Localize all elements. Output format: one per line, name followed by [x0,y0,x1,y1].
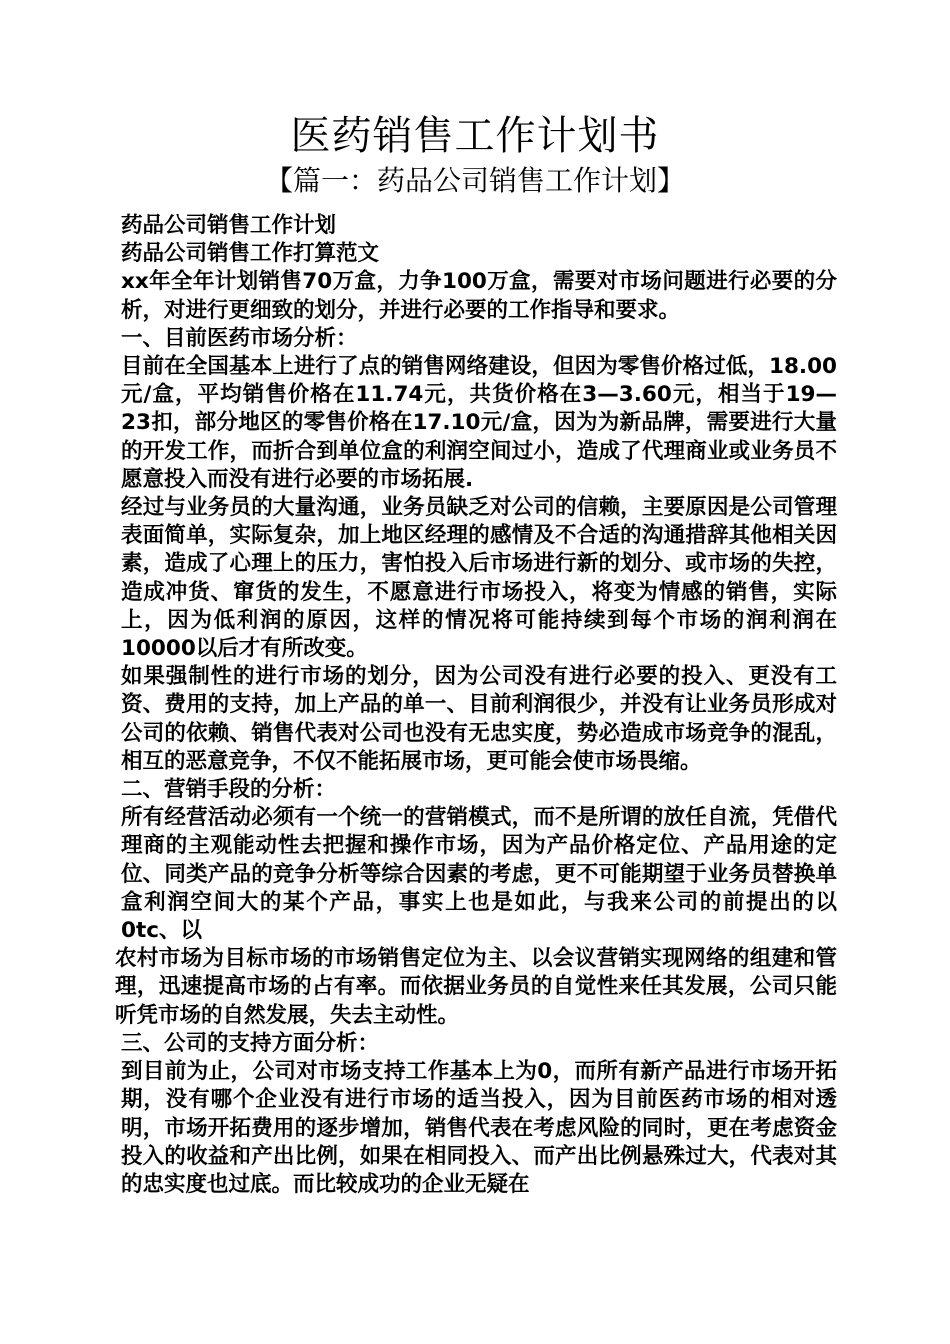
paragraph: 目前在全国基本上进行了点的销售网络建设，但因为零售价格过低，18.00元/盒，平均销售价格在11.74元，共货价格在3—3.60元，相当于19—23扣，部分地区的零售价格在17.10元/盒，因为为新品牌，需要进行大量的开发工作，而折合到单位盒的利润空间过小，造成了代理商业或业务员不愿意投入而没有进行必要的市场拓展. [121,354,837,492]
section-heading: 一、目前医药市场分析： [121,325,358,351]
document-body [115,212,837,1199]
paragraph: 如果强制性的进行市场的划分，因为公司没有进行必要的投入、更没有工资、费用的支持，加上产品的单一、目前利润很少，并没有让业务员形成对公司的依赖、销售代表对公司也没有无忠实度，势必造成市场竞争的混乱，相互的恶意竞争，不仅不能拓展市场，更可能会使市场畏缩。 [121,664,837,774]
document-title: 医药销售工作计划书 [290,113,660,159]
paragraph: 所有经营活动必须有一个统一的营销模式，而不是所谓的放任自流，凭借代理商的主观能动性去把握和操作市场，因为产品价格定位、产品用途的定位、同类产品的竞争分析等综合因素的考虑，更不可能期望于业务员替换单盒利润空间大的某个产品，事实上也是如此，与我来公司的前提出的以0tc、以 [121,805,837,944]
paragraph-heading: 药品公司销售工作打算范文 [121,241,380,267]
paragraph-heading: 药品公司销售工作计划 [121,213,337,238]
document-subtitle: 【篇一：药品公司销售工作计划】 [264,164,685,197]
paragraph: xx年全年计划销售70万盒，力争100万盒，需要对市场问题进行必要的分析，对进行更细致的划分，并进行必要的工作指导和要求。 [121,269,837,323]
paragraph: 经过与业务员的大量沟通，业务员缺乏对公司的信赖，主要原因是公司管理表面简单，实际复杂，加上地区经理的感情及不合适的沟通措辞其他相关因素，造成了心理上的压力，害怕投入后市场进行新的划分、或市场的失控，造成冲货、窜货的发生，不愿意进行市场投入，将变为情感的销售，实际上，因为低利润的原因，这样的情况将可能持续到每个市场的润利润在10000以后才有所改变。 [121,495,837,662]
paragraph: 农村市场为目标市场的市场销售定位为主、以会议营销实现网络的组建和管理，迅速提高市场的占有率。而依据业务员的自觉性来任其发展，公司只能听凭市场的自然发展，失去主动性。 [115,946,837,1028]
section-heading: 三、公司的支持方面分析： [121,1030,380,1056]
paragraph: 到目前为止，公司对市场支持工作基本上为0，而所有新产品进行市场开拓期，没有哪个企业没有进行市场的适当投入，因为目前医药市场的相对透明，市场开拓费用的逐步增加，销售代表在考虑风险的同时，更在考虑资金投入的收益和产出比例，如果在相同投入、而产出比例悬殊过大，代表对其的忠实度也过底。而比较成功的企业无疑在 [121,1059,837,1197]
section-heading: 二、营销手段的分析： [121,777,337,803]
